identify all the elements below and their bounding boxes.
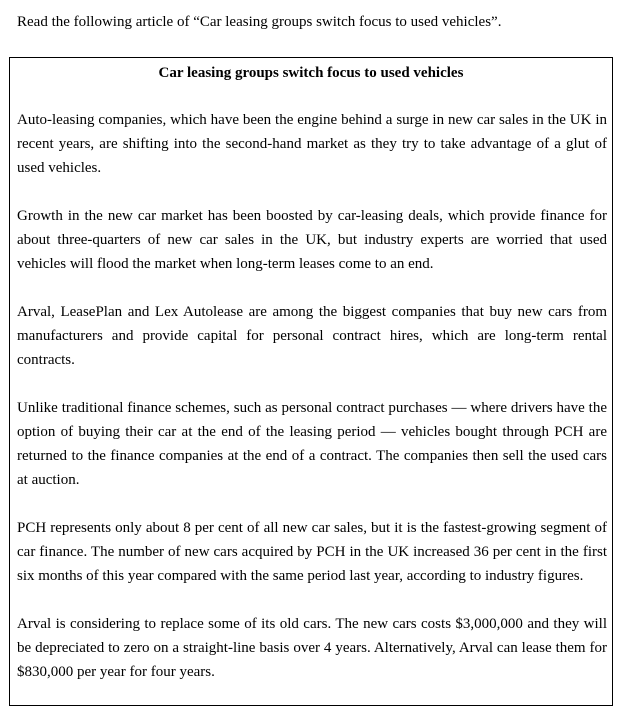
article-title: Car leasing groups switch focus to used vehicles (158, 65, 464, 81)
article-paragraph-2: Growth in the new car market has been boosted by car-leasing deals, which provide finance for about three-quarters of new car sales in the UK, but industry experts are worried that used vehicles will flood the market when long-term leases come to an end. (17, 208, 607, 272)
article-paragraph-1: Auto-leasing companies, which have been the engine behind a surge in new car sales in the UK in recent years, are shifting into the second-hand market as they try to take advantage of a glut of used vehicles. (17, 112, 607, 176)
article-paragraph-4: Unlike traditional finance schemes, such as personal contract purchases — where drivers have the option of buying their car at the end of the leasing period — vehicles bought through PCH are returned to the finance companies at the end of a contract. The companies then sell the used cars at auction. (17, 400, 607, 488)
article-body (17, 108, 607, 708)
article-paragraph-6: Arval is considering to replace some of its old cars. The new cars costs $3,000,000 and they will be depreciated to zero on a straight-line basis over 4 years. Alternatively, Arval can lease them for $830,000 per year for four years. (17, 616, 607, 680)
article-box (9, 57, 613, 706)
intro-instruction: Read the following article of “Car leasing groups switch focus to used vehicles”. (17, 14, 502, 30)
article-paragraph-3: Arval, LeasePlan and Lex Autolease are among the biggest companies that buy new cars from manufacturers and provide capital for personal contract hires, which are long-term rental contracts. (17, 304, 607, 368)
article-paragraph-5: PCH represents only about 8 per cent of all new car sales, but it is the fastest-growing segment of car finance. The number of new cars acquired by PCH in the UK increased 36 per cent in the first six months of this year compared with the same period last year, according to industry figures. (17, 520, 607, 584)
